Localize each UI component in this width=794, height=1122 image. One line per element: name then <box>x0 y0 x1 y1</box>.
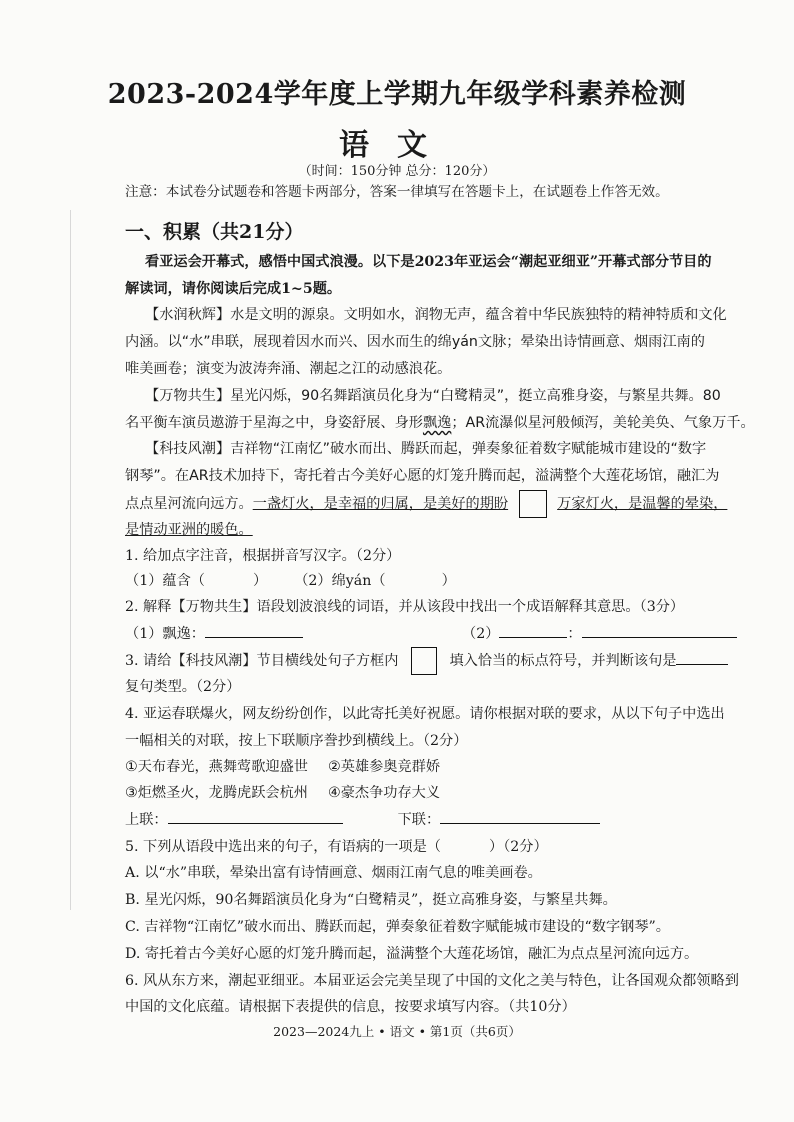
question-1-answers: （1）蕴含（ ） （2）绵yán（ ） <box>125 573 456 589</box>
passage-water-line-3: 唯美画卷；演变为波涛奔涌、潮起之江的动感浪花。 <box>125 361 452 377</box>
subject-title: 语文 <box>339 128 455 163</box>
passage-tech-line-1: 【科技风潮】吉祥物“江南忆”破水而出、腾跃而起，弹奏象征着数字赋能城市建设的“数字 <box>145 441 707 457</box>
question-2-answers: （1）飘逸： （2） ： <box>125 621 737 648</box>
wavy-word-piaoyi: 飘逸 <box>422 415 452 431</box>
section-heading: 一、积累（共21分） <box>125 221 304 243</box>
couplet-option-4: ④豪杰争功存大义 <box>328 785 441 801</box>
passage-harmony-line-2 <box>125 410 755 437</box>
question-1: 1. 给加点字注音，根据拼音写汉字。（2分） <box>125 548 401 564</box>
q5-option-c: C. 吉祥物“江南忆”破水而出、腾跃而起，弹奏象征着数字赋能城市建设的“数字钢琴”。 <box>125 919 670 935</box>
q2-item-2: （2） <box>462 626 500 642</box>
passage-water-line-1: 【水润秋辉】水是文明的源泉。文明如水，润物无声，蕴含着中华民族独特的精神特质和文化 <box>145 307 727 323</box>
underlined-sentence-part-3: 是情动亚洲的暖色。 <box>125 522 253 538</box>
question-5: 5. 下列从语段中选出来的句子，有语病的一项是（ ）（2分） <box>125 839 548 855</box>
passage-harmony-text-c: ；AR流瀑似星河般倾泻，美轮美奂、气象万千。 <box>451 415 755 431</box>
question-4-line-1: 4. 亚运春联爆火，网友纷纷创作，以此寄托美好祝愿。请你根据对联的要求，从以下句子中选出 <box>125 706 725 722</box>
couplet-option-2: ②英雄参奥竞群娇 <box>328 759 441 775</box>
q5-option-d: D. 寄托着古今美好心愿的灯笼升腾而起，溢满整个大莲花场馆，融汇为点点星河流向远方。 <box>125 946 699 962</box>
q2-blank-meaning[interactable] <box>582 637 737 638</box>
q1-item-2: （2）绵yán（ <box>294 573 386 589</box>
passage-harmony-text-a: 名平衡车演员遨游于星海之中，身姿舒展、身形 <box>125 415 423 431</box>
passage-tech-text-a: 点点星河流向远方。 <box>125 496 253 512</box>
question-6-line-2: 中国的文化底蕴。请根据下表提供的信息，按要求填写内容。（共10分） <box>125 999 576 1015</box>
couplet-answer-line <box>125 807 600 834</box>
q5-option-a: A. 以“水”串联，晕染出富有诗情画意、烟雨江南气息的唯美画卷。 <box>125 865 542 881</box>
question-3-line-2: 复句类型。（2分） <box>125 679 241 695</box>
q2-blank-1[interactable] <box>205 637 303 638</box>
passage-harmony-line-1: 【万物共生】星光闪烁，90名舞蹈演员化身为“白鹭精灵”，挺立高雅身姿，与繁星共舞。80 <box>145 388 721 404</box>
underlined-sentence-part-2: 万家灯火，是温馨的晕染， <box>557 496 728 512</box>
question-6-line-1: 6. 风从东方来，潮起亚细亚。本届亚运会完美呈现了中国的文化之美与特色，让各国观众都领略到 <box>125 973 739 989</box>
intro-line-1: 看亚运会开幕式，感悟中国式浪漫。以下是2023年亚运会“潮起亚细亚”开幕式部分节目的 <box>145 254 712 270</box>
exam-note: 注意：本试卷分试题卷和答题卡两部分，答案一律填写在答题卡上，在试题卷上作答无效。 <box>125 184 669 200</box>
question-3-line-1: 3. 请给【科技风潮】节目横线处句子方框内 填入恰当的标点符号，并判断该句是 <box>125 647 728 675</box>
exam-title: 2023-2024学年度上学期九年级学科素养检测 <box>107 79 687 110</box>
couplet-option-1: ①天布春光，燕舞莺歌迎盛世 <box>125 759 308 775</box>
upper-couplet-blank[interactable] <box>168 823 343 824</box>
q3-blank[interactable] <box>676 664 728 665</box>
q2-item-1: （1）飘逸： <box>125 626 205 642</box>
scan-edge-divider <box>70 210 71 910</box>
passage-tech-line-2: 钢琴”。在AR技术加持下，寄托着古今美好心愿的灯笼升腾而起，溢满整个大莲花场馆，融汇为 <box>125 468 720 484</box>
q2-blank-idiom[interactable] <box>499 637 567 638</box>
intro-line-2: 解读词，请你阅读后完成1~5题。 <box>125 281 342 297</box>
lower-couplet-label: 下联： <box>397 812 441 828</box>
punctuation-box <box>519 490 547 518</box>
question-2: 2. 解释【万物共生】语段划波浪线的词语，并从该段中找出一个成语解释其意思。（3分） <box>125 599 685 615</box>
underlined-sentence-part-1: 一盏灯火，是幸福的归属，是美好的期盼 <box>252 496 509 512</box>
passage-water-line-2: 内涵。以“水”串联，展现着因水而兴、因水而生的绵yán文脉；晕染出诗情画意、烟雨江南的 <box>125 334 705 350</box>
time-and-score: （时间：150分钟 总分：120分） <box>298 164 496 179</box>
lower-couplet-blank[interactable] <box>440 823 600 824</box>
passage-tech-line-3 <box>125 490 727 518</box>
page-footer: 2023—2024九上 • 语文 • 第1页（共6页） <box>273 1024 521 1039</box>
q3-box <box>411 647 437 675</box>
question-4-line-2: 一幅相关的对联，按上下联顺序誊抄到横线上。（2分） <box>125 733 468 749</box>
q1-item-1: （1）蕴含（ <box>125 573 205 589</box>
couplet-option-3: ③炬燃圣火，龙腾虎跃会杭州 <box>125 785 308 801</box>
upper-couplet-label: 上联： <box>125 812 168 828</box>
q5-option-b: B. 星光闪烁，90名舞蹈演员化身为“白鹭精灵”，挺立高雅身姿，与繁星共舞。 <box>125 892 617 908</box>
